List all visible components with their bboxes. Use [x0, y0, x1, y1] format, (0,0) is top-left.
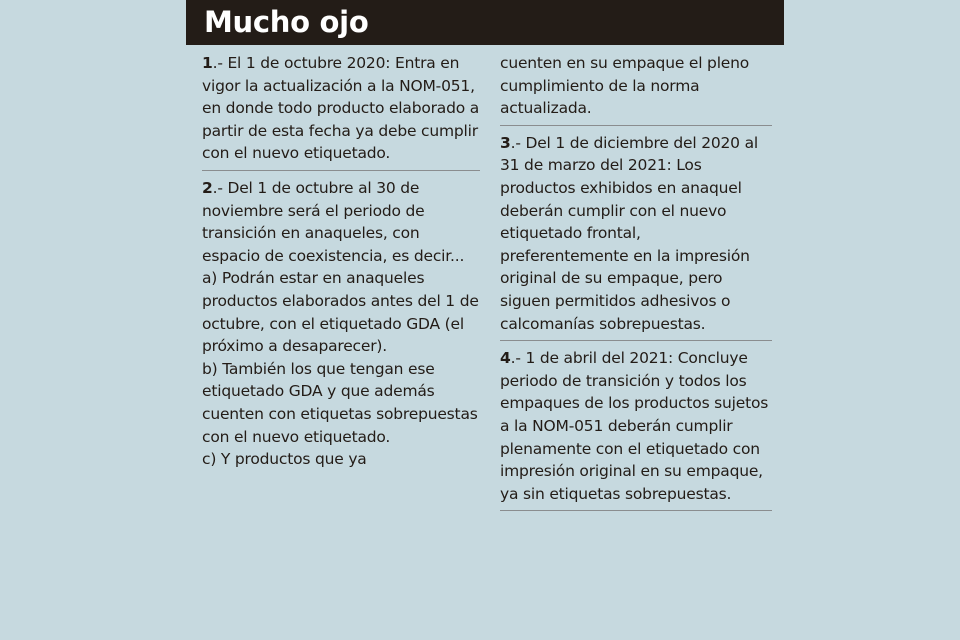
item-1-text: El 1 de octubre 2020: Entra en vigor la actualización a la NOM-051, en donde todo producto elaborado a partir de esta fecha ya debe cumplir con el nuevo etiquetado.	[202, 54, 480, 163]
header-bar	[186, 0, 784, 45]
item-2-text: Del 1 de octubre al 30 de noviembre será el periodo de transición en anaqueles, con espacio de coexistencia, es decir...	[202, 178, 465, 265]
item-3	[500, 132, 772, 335]
divider	[500, 340, 772, 341]
divider	[500, 510, 772, 511]
item-2-continuation	[500, 52, 772, 120]
right-column	[500, 52, 772, 517]
item-4-text: 1 de abril del 2021: Concluye periodo de transición y todos los empaques de los productos sujetos a la NOM-051 deberán cumplir plenamente con el etiquetado con impresión original en su empaque, ya sin etiquetas sobrepuestas.	[500, 349, 769, 503]
item-2-separator: .-	[212, 178, 228, 197]
item-2-number: 2	[202, 178, 213, 197]
sub-item-a: a) Podrán estar en anaqueles productos elaborados antes del 1 de octubre, con el etiquetado GDA (el próximo a desaparecer).	[202, 269, 479, 356]
item-3-number: 3	[500, 133, 511, 152]
divider	[500, 125, 772, 126]
left-column	[202, 52, 480, 471]
continuation-text: cuenten en su empaque el pleno cumplimiento de la norma actualizada.	[500, 54, 750, 118]
info-panel	[186, 0, 770, 640]
item-2	[202, 177, 480, 471]
sub-item-c: c) Y productos que ya	[202, 450, 367, 469]
divider	[202, 170, 480, 171]
item-4-number: 4	[500, 349, 511, 368]
item-1-number: 1	[202, 54, 213, 72]
item-4	[500, 347, 772, 505]
item-3-text: Del 1 de diciembre del 2020 al 31 de marzo del 2021: Los productos exhibidos en anaquel deberán cumplir con el nuevo etiquetado frontal, preferentemente en la impresión original de su empaque, pero siguen permitidos adhesivos o calcomanías sobrepuestas.	[500, 133, 758, 333]
item-1-separator: .-	[212, 54, 228, 72]
sub-item-b: b) También los que tengan ese etiquetado GDA y que además cuenten con etiquetas sobrepuestas con el nuevo etiquetado.	[202, 359, 478, 446]
panel-title: Mucho ojo	[204, 5, 369, 39]
item-3-separator: .-	[510, 133, 526, 152]
item-1	[202, 52, 480, 165]
item-4-separator: .-	[510, 349, 526, 368]
